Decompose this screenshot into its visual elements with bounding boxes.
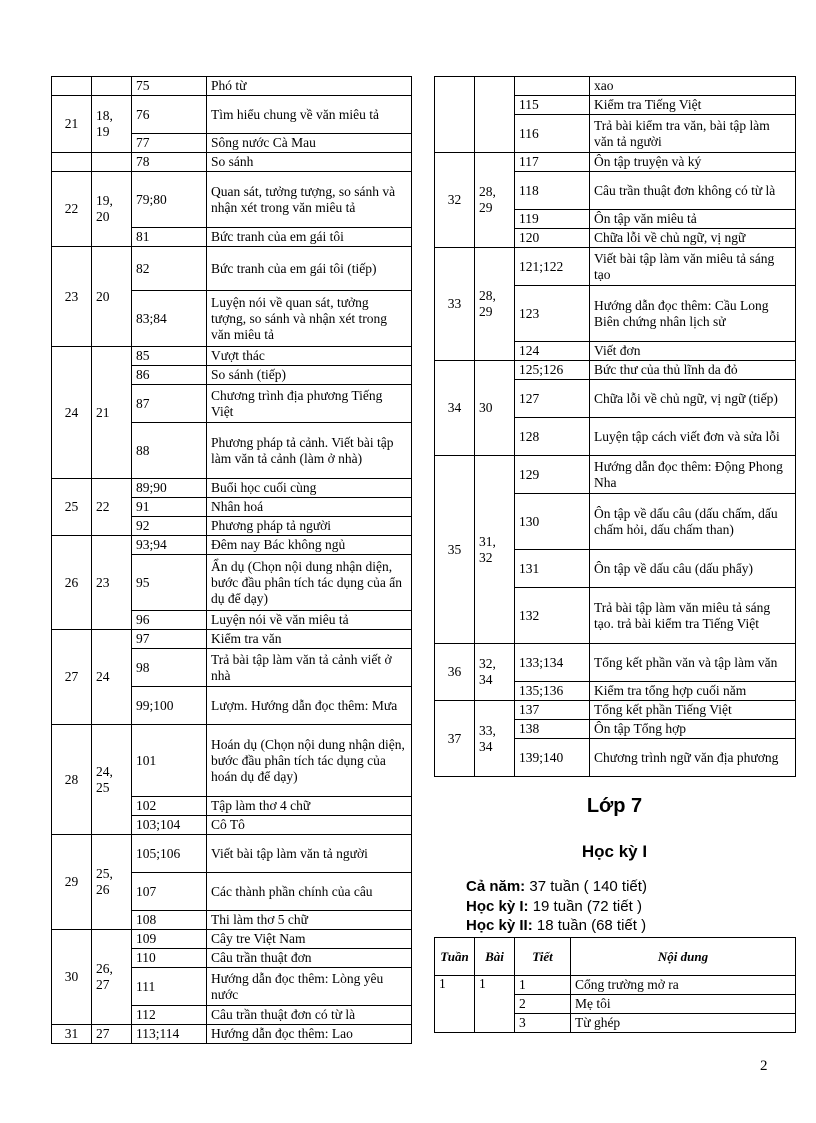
period-cell: 105;106 — [132, 835, 207, 873]
content-cell: Cổng trường mở ra — [571, 976, 796, 995]
table-row — [435, 361, 796, 380]
period-cell: 124 — [515, 342, 590, 361]
period-cell: 2 — [515, 995, 571, 1014]
content-cell: xao — [590, 77, 796, 96]
lesson-cell: 24, 25 — [92, 725, 132, 835]
content-cell: Vượt thác — [207, 347, 412, 366]
content-cell: Các thành phần chính của câu — [207, 873, 412, 911]
period-cell: 76 — [132, 96, 207, 134]
table-row — [52, 930, 412, 949]
period-cell: 97 — [132, 630, 207, 649]
week-cell: 31 — [52, 1025, 92, 1044]
period-cell: 93;94 — [132, 536, 207, 555]
content-cell: Kiểm tra tổng hợp cuối năm — [590, 682, 796, 701]
period-cell: 135;136 — [515, 682, 590, 701]
header-week: Tuần — [435, 938, 475, 976]
table-row — [435, 976, 796, 995]
table-row — [435, 153, 796, 172]
period-cell: 131 — [515, 550, 590, 588]
lesson-cell: 27 — [92, 1025, 132, 1044]
period-cell: 128 — [515, 418, 590, 456]
lesson-cell: 22 — [92, 479, 132, 536]
period-cell: 129 — [515, 456, 590, 494]
content-cell: Nhân hoá — [207, 498, 412, 517]
header-content: Nội dung — [571, 938, 796, 976]
period-cell: 127 — [515, 380, 590, 418]
content-cell: Trả bài kiểm tra văn, bài tập làm văn tả người — [590, 115, 796, 153]
period-cell: 99;100 — [132, 687, 207, 725]
period-cell: 83;84 — [132, 291, 207, 347]
content-cell: Câu trần thuật đơn có từ là — [207, 1006, 412, 1025]
table-row — [52, 77, 412, 96]
table-row — [52, 96, 412, 134]
content-cell: So sánh — [207, 153, 412, 172]
lesson-cell: 28, 29 — [475, 153, 515, 248]
content-cell: Cô Tô — [207, 816, 412, 835]
table-row — [435, 701, 796, 720]
week-cell: 27 — [52, 630, 92, 725]
content-cell: Câu trần thuật đơn không có từ là — [590, 172, 796, 210]
period-cell: 101 — [132, 725, 207, 797]
period-cell: 113;114 — [132, 1025, 207, 1044]
period-cell: 132 — [515, 588, 590, 644]
summary-hk2 — [466, 916, 646, 935]
lesson-cell — [92, 153, 132, 172]
table-row — [435, 248, 796, 286]
content-cell: Viết bài tập làm văn miêu tả sáng tạo — [590, 248, 796, 286]
summary-hk1 — [466, 897, 642, 916]
summary-hk2-label: Học kỳ II: — [466, 917, 533, 934]
period-cell: 1 — [515, 976, 571, 995]
content-cell: Bức tranh của em gái tôi (tiếp) — [207, 247, 412, 291]
lesson-cell: 30 — [475, 361, 515, 456]
content-cell: Từ ghép — [571, 1014, 796, 1033]
week-cell: 24 — [52, 347, 92, 479]
content-cell: Luyện nói về văn miêu tả — [207, 611, 412, 630]
period-cell: 78 — [132, 153, 207, 172]
period-cell: 91 — [132, 498, 207, 517]
period-cell: 119 — [515, 210, 590, 229]
content-cell: Phương pháp tả cảnh. Viết bài tập làm văn tả cảnh (làm ở nhà) — [207, 423, 412, 479]
period-cell: 85 — [132, 347, 207, 366]
lesson-cell: 33, 34 — [475, 701, 515, 777]
period-cell: 95 — [132, 555, 207, 611]
summary-year — [466, 877, 647, 896]
period-cell: 108 — [132, 911, 207, 930]
table-row — [52, 1025, 412, 1044]
content-cell: So sánh (tiếp) — [207, 366, 412, 385]
content-cell: Hướng dẫn đọc thêm: Cầu Long Biên chứng nhân lịch sử — [590, 286, 796, 342]
period-cell: 107 — [132, 873, 207, 911]
content-cell: Luyện tập cách viết đơn và sửa lỗi — [590, 418, 796, 456]
period-cell: 92 — [132, 517, 207, 536]
period-cell: 86 — [132, 366, 207, 385]
table-row — [52, 630, 412, 649]
grade7-schedule-table — [434, 937, 796, 1033]
week-cell: 28 — [52, 725, 92, 835]
content-cell: Kiểm tra văn — [207, 630, 412, 649]
week-cell: 33 — [435, 248, 475, 361]
summary-year-label: Cả năm: — [466, 878, 526, 895]
week-cell: 37 — [435, 701, 475, 777]
content-cell: Viết bài tập làm văn tả người — [207, 835, 412, 873]
period-cell: 89;90 — [132, 479, 207, 498]
content-cell: Tập làm thơ 4 chữ — [207, 797, 412, 816]
semester-heading: Học kỳ I — [581, 842, 648, 861]
period-cell: 137 — [515, 701, 590, 720]
period-cell: 103;104 — [132, 816, 207, 835]
content-cell: Chữa lỗi về chủ ngữ, vị ngữ (tiếp) — [590, 380, 796, 418]
period-cell: 123 — [515, 286, 590, 342]
week-cell: 35 — [435, 456, 475, 644]
period-cell: 81 — [132, 228, 207, 247]
period-cell — [515, 77, 590, 96]
week-cell: 22 — [52, 172, 92, 247]
period-cell: 116 — [515, 115, 590, 153]
lesson-cell: 1 — [475, 976, 515, 1033]
table-row — [435, 456, 796, 494]
content-cell: Viết đơn — [590, 342, 796, 361]
content-cell: Mẹ tôi — [571, 995, 796, 1014]
summary-year-value: 37 tuần ( 140 tiết) — [529, 878, 647, 895]
period-cell: 3 — [515, 1014, 571, 1033]
week-cell: 34 — [435, 361, 475, 456]
header-lesson: Bài — [475, 938, 515, 976]
content-cell: Chương trình ngữ văn địa phương — [590, 739, 796, 777]
content-cell: Ôn tập về dấu câu (dấu phẩy) — [590, 550, 796, 588]
period-cell: 120 — [515, 229, 590, 248]
content-cell: Chương trình địa phương Tiếng Việt — [207, 385, 412, 423]
content-cell: Hướng dẫn đọc thêm: Lao — [207, 1025, 412, 1044]
content-cell: Buổi học cuối cùng — [207, 479, 412, 498]
content-cell: Ẩn dụ (Chọn nội dung nhận diện, bước đầu phân tích tác dụng của ẩn dụ để dạy) — [207, 555, 412, 611]
week-cell: 21 — [52, 96, 92, 153]
table-header-row — [435, 938, 796, 976]
left-schedule-table — [51, 76, 412, 1044]
week-cell: 29 — [52, 835, 92, 930]
week-cell — [52, 77, 92, 96]
period-cell: 125;126 — [515, 361, 590, 380]
content-cell: Đêm nay Bác không ngủ — [207, 536, 412, 555]
period-cell: 77 — [132, 134, 207, 153]
content-cell: Hoán dụ (Chọn nội dung nhận diện, bước đầu phân tích tác dụng của hoán dụ để dạy) — [207, 725, 412, 797]
content-cell: Tổng kết phần văn và tập làm văn — [590, 644, 796, 682]
lesson-cell — [92, 77, 132, 96]
content-cell: Phó từ — [207, 77, 412, 96]
content-cell: Trả bài tập làm văn miêu tả sáng tạo. trả bài kiểm tra Tiếng Việt — [590, 588, 796, 644]
period-cell: 110 — [132, 949, 207, 968]
week-cell: 26 — [52, 536, 92, 630]
right-schedule-table — [434, 76, 796, 777]
content-cell: Lượm. Hướng dẫn đọc thêm: Mưa — [207, 687, 412, 725]
table-row — [52, 347, 412, 366]
header-period: Tiết — [515, 938, 571, 976]
period-cell: 115 — [515, 96, 590, 115]
summary-hk1-value: 19 tuần (72 tiết ) — [532, 898, 642, 915]
week-cell: 36 — [435, 644, 475, 701]
week-cell: 23 — [52, 247, 92, 347]
lesson-cell: 26, 27 — [92, 930, 132, 1025]
content-cell: Bức tranh của em gái tôi — [207, 228, 412, 247]
lesson-cell: 20 — [92, 247, 132, 347]
lesson-cell — [475, 77, 515, 153]
table-row — [52, 172, 412, 228]
lesson-cell: 19, 20 — [92, 172, 132, 247]
week-cell: 25 — [52, 479, 92, 536]
week-cell — [435, 77, 475, 153]
content-cell: Ôn tập về dấu câu (dấu chấm, dấu chấm hỏi, dấu chấm than) — [590, 494, 796, 550]
content-cell: Tổng kết phần Tiếng Việt — [590, 701, 796, 720]
summary-hk2-value: 18 tuần (68 tiết ) — [536, 917, 647, 934]
table-row — [435, 77, 796, 96]
lesson-cell: 31, 32 — [475, 456, 515, 644]
period-cell: 133;134 — [515, 644, 590, 682]
content-cell: Ôn tập văn miêu tả — [590, 210, 796, 229]
period-cell: 98 — [132, 649, 207, 687]
table-row — [52, 479, 412, 498]
content-cell: Quan sát, tưởng tượng, so sánh và nhận xét trong văn miêu tả — [207, 172, 412, 228]
period-cell: 88 — [132, 423, 207, 479]
lesson-cell: 32, 34 — [475, 644, 515, 701]
week-cell — [52, 153, 92, 172]
week-cell: 32 — [435, 153, 475, 248]
period-cell: 117 — [515, 153, 590, 172]
period-cell: 121;122 — [515, 248, 590, 286]
table-row — [435, 644, 796, 682]
content-cell: Hướng dẫn đọc thêm: Động Phong Nha — [590, 456, 796, 494]
content-cell: Cây tre Việt Nam — [207, 930, 412, 949]
week-cell: 30 — [52, 930, 92, 1025]
grade-heading: Lớp 7 — [586, 795, 643, 817]
lesson-cell: 25, 26 — [92, 835, 132, 930]
period-cell: 111 — [132, 968, 207, 1006]
content-cell: Ôn tập Tổng hợp — [590, 720, 796, 739]
lesson-cell: 24 — [92, 630, 132, 725]
summary-hk1-label: Học kỳ I: — [466, 898, 529, 915]
content-cell: Trả bài tập làm văn tả cảnh viết ở nhà — [207, 649, 412, 687]
period-cell: 102 — [132, 797, 207, 816]
lesson-cell: 18, 19 — [92, 96, 132, 153]
period-cell: 75 — [132, 77, 207, 96]
period-cell: 82 — [132, 247, 207, 291]
period-cell: 118 — [515, 172, 590, 210]
period-cell: 138 — [515, 720, 590, 739]
table-row — [52, 247, 412, 291]
table-row — [52, 536, 412, 555]
week-cell: 1 — [435, 976, 475, 1033]
content-cell: Phương pháp tả người — [207, 517, 412, 536]
period-cell: 112 — [132, 1006, 207, 1025]
table-row — [52, 725, 412, 797]
period-cell: 96 — [132, 611, 207, 630]
content-cell: Chữa lỗi về chủ ngữ, vị ngữ — [590, 229, 796, 248]
period-cell: 139;140 — [515, 739, 590, 777]
table-row — [52, 835, 412, 873]
content-cell: Câu trần thuật đơn — [207, 949, 412, 968]
lesson-cell: 21 — [92, 347, 132, 479]
period-cell: 109 — [132, 930, 207, 949]
content-cell: Bức thư của thủ lĩnh da đỏ — [590, 361, 796, 380]
lesson-cell: 28, 29 — [475, 248, 515, 361]
page-number: 2 — [760, 1058, 768, 1074]
content-cell: Ôn tập truyện và ký — [590, 153, 796, 172]
content-cell: Kiểm tra Tiếng Việt — [590, 96, 796, 115]
content-cell: Tìm hiểu chung về văn miêu tả — [207, 96, 412, 134]
content-cell: Luyện nói về quan sát, tưởng tượng, so sánh và nhận xét trong văn miêu tả — [207, 291, 412, 347]
period-cell: 79;80 — [132, 172, 207, 228]
period-cell: 87 — [132, 385, 207, 423]
content-cell: Sông nước Cà Mau — [207, 134, 412, 153]
content-cell: Thi làm thơ 5 chữ — [207, 911, 412, 930]
lesson-cell: 23 — [92, 536, 132, 630]
period-cell: 130 — [515, 494, 590, 550]
table-row — [52, 153, 412, 172]
content-cell: Hướng dẫn đọc thêm: Lòng yêu nước — [207, 968, 412, 1006]
